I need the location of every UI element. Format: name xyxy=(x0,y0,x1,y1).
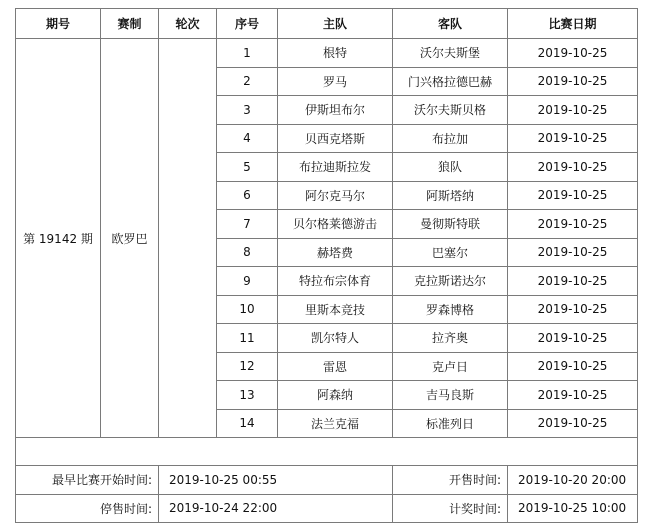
match-seq: 2 xyxy=(217,67,278,96)
match-seq: 13 xyxy=(217,381,278,410)
away-team: 吉马良斯 xyxy=(393,381,508,410)
match-seq: 11 xyxy=(217,324,278,353)
type-cell: 欧罗巴 xyxy=(101,39,159,438)
match-date: 2019-10-25 xyxy=(508,181,638,210)
sale-open-label: 开售时间: xyxy=(393,466,508,495)
info-row-stop xyxy=(16,494,638,523)
away-team: 门兴格拉德巴赫 xyxy=(393,67,508,96)
header-round: 轮次 xyxy=(159,9,217,39)
home-team: 雷恩 xyxy=(278,352,393,381)
away-team: 克拉斯诺达尔 xyxy=(393,267,508,296)
home-team: 特拉布宗体育 xyxy=(278,267,393,296)
away-team: 克卢日 xyxy=(393,352,508,381)
away-team: 巴塞尔 xyxy=(393,238,508,267)
table-header-row xyxy=(16,9,638,39)
sale-open-value: 2019-10-20 20:00 xyxy=(508,466,638,495)
home-team: 布拉迪斯拉发 xyxy=(278,153,393,182)
home-team: 罗马 xyxy=(278,67,393,96)
spacer-row xyxy=(16,438,638,466)
away-team: 狼队 xyxy=(393,153,508,182)
header-type: 赛制 xyxy=(101,9,159,39)
info-row-start xyxy=(16,466,638,495)
home-team: 根特 xyxy=(278,39,393,68)
match-seq: 4 xyxy=(217,124,278,153)
match-date: 2019-10-25 xyxy=(508,409,638,438)
sale-stop-value: 2019-10-24 22:00 xyxy=(159,494,393,523)
away-team: 标准列日 xyxy=(393,409,508,438)
table-row xyxy=(16,39,638,68)
header-away: 客队 xyxy=(393,9,508,39)
prize-calc-value: 2019-10-25 10:00 xyxy=(508,494,638,523)
match-seq: 14 xyxy=(217,409,278,438)
header-seq: 序号 xyxy=(217,9,278,39)
match-date: 2019-10-25 xyxy=(508,352,638,381)
match-schedule-table xyxy=(15,8,638,523)
home-team: 伊斯坦布尔 xyxy=(278,96,393,125)
sale-stop-label: 停售时间: xyxy=(16,494,159,523)
match-date: 2019-10-25 xyxy=(508,153,638,182)
home-team: 里斯本竞技 xyxy=(278,295,393,324)
away-team: 沃尔夫斯堡 xyxy=(393,39,508,68)
match-list xyxy=(16,39,638,438)
header-issue: 期号 xyxy=(16,9,101,39)
match-seq: 9 xyxy=(217,267,278,296)
match-seq: 7 xyxy=(217,210,278,239)
away-team: 曼彻斯特联 xyxy=(393,210,508,239)
round-cell xyxy=(159,39,217,438)
prize-calc-label: 计奖时间: xyxy=(393,494,508,523)
match-seq: 6 xyxy=(217,181,278,210)
match-seq: 1 xyxy=(217,39,278,68)
issue-cell: 第 19142 期 xyxy=(16,39,101,438)
spacer-cell xyxy=(16,438,638,466)
earliest-start-value: 2019-10-25 00:55 xyxy=(159,466,393,495)
match-seq: 10 xyxy=(217,295,278,324)
match-date: 2019-10-25 xyxy=(508,67,638,96)
home-team: 阿尔克马尔 xyxy=(278,181,393,210)
header-date: 比赛日期 xyxy=(508,9,638,39)
match-date: 2019-10-25 xyxy=(508,295,638,324)
header-home: 主队 xyxy=(278,9,393,39)
home-team: 凯尔特人 xyxy=(278,324,393,353)
home-team: 贝尔格莱德游击 xyxy=(278,210,393,239)
match-date: 2019-10-25 xyxy=(508,381,638,410)
match-seq: 5 xyxy=(217,153,278,182)
match-date: 2019-10-25 xyxy=(508,210,638,239)
match-date: 2019-10-25 xyxy=(508,39,638,68)
home-team: 贝西克塔斯 xyxy=(278,124,393,153)
earliest-start-label: 最早比赛开始时间: xyxy=(16,466,159,495)
away-team: 阿斯塔纳 xyxy=(393,181,508,210)
home-team: 赫塔费 xyxy=(278,238,393,267)
match-seq: 3 xyxy=(217,96,278,125)
away-team: 沃尔夫斯贝格 xyxy=(393,96,508,125)
match-seq: 8 xyxy=(217,238,278,267)
match-seq: 12 xyxy=(217,352,278,381)
home-team: 阿森纳 xyxy=(278,381,393,410)
match-date: 2019-10-25 xyxy=(508,324,638,353)
away-team: 拉齐奥 xyxy=(393,324,508,353)
match-date: 2019-10-25 xyxy=(508,96,638,125)
away-team: 罗森博格 xyxy=(393,295,508,324)
match-date: 2019-10-25 xyxy=(508,124,638,153)
home-team: 法兰克福 xyxy=(278,409,393,438)
match-date: 2019-10-25 xyxy=(508,238,638,267)
away-team: 布拉加 xyxy=(393,124,508,153)
match-date: 2019-10-25 xyxy=(508,267,638,296)
